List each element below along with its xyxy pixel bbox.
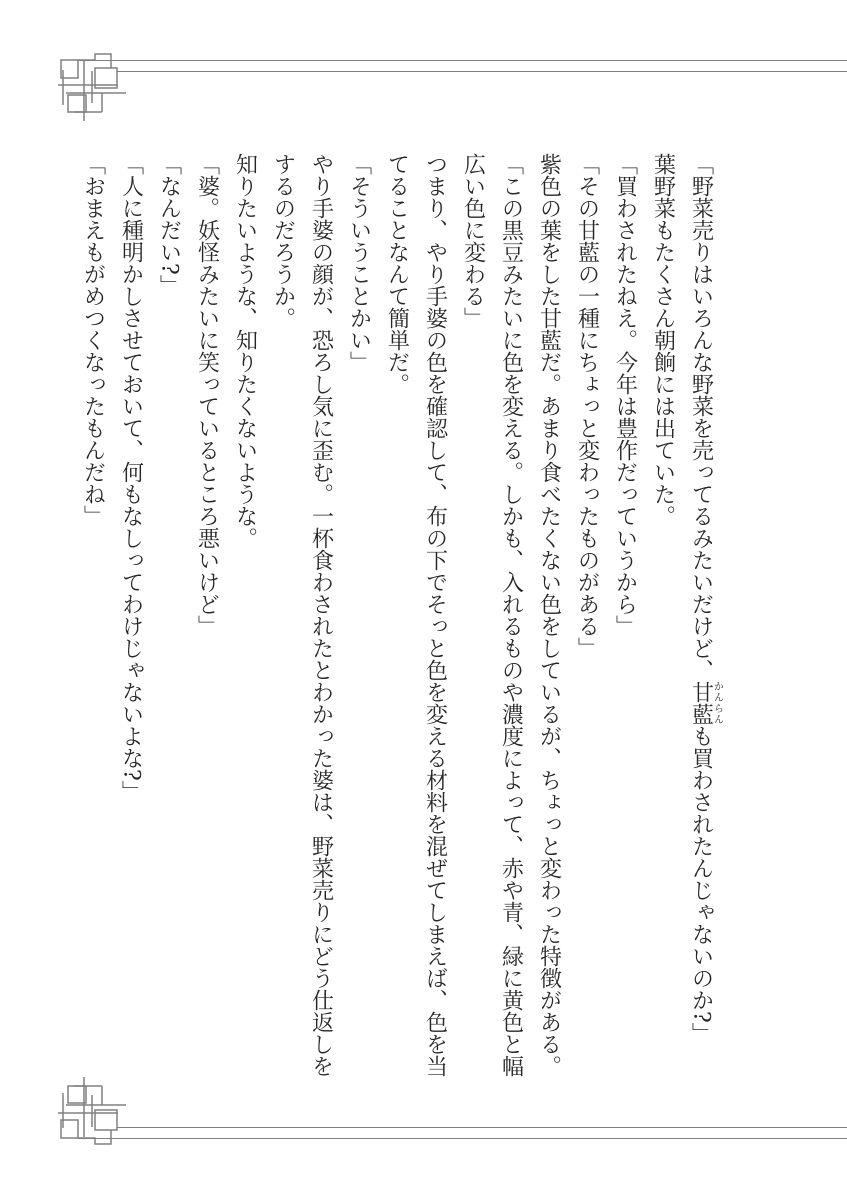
paragraph: 葉野菜もたくさん朝餉には出ていた。 (650, 153, 676, 527)
paragraph: やり手婆の顔が、恐ろし気に歪む。一杯食わされたとわかった婆は、野菜売りにどう仕返しをするのだろうか。 (270, 153, 334, 1077)
paragraph: 知りたいような、知りたくないような。 (232, 153, 258, 549)
top-border-line-outer (78, 60, 847, 61)
paragraph: 「婆。妖怪みたいに笑っているところ悪いけど」 (194, 153, 220, 637)
paragraph: 「なんだい?」 (156, 153, 182, 297)
paragraph: 「人に種明かしさせておいて、何もなしってわけじゃないよな?」 (118, 153, 144, 803)
bottom-border-line-inner (117, 1127, 847, 1128)
furigana-term: 甘藍かんらん (688, 681, 723, 725)
text-block (74, 153, 723, 1077)
paragraph: 「そういうことかい」 (346, 153, 372, 373)
top-border-line-inner (117, 71, 847, 72)
paragraph: 「この黒豆みたいに色を変える。しかも、入れるものや濃度によって、赤や青、緑に黄色と幅広い色に変わる」 (460, 153, 524, 1077)
paragraph: 紫色の葉をした甘藍だ。あまり食べたくない色をしているが、ちょっと変わった特徴がある。 (536, 153, 562, 1077)
paragraph: 「野菜売りはいろんな野菜を売ってるみたいだけど、甘藍かんらんも買わされたんじゃないのか?」 (688, 153, 723, 1045)
paragraph: つまり、やり手婆の色を確認して、布の下でそっと色を変える材料を混ぜてしまえば、色を当てることなんて簡単だ。 (384, 153, 448, 1077)
bottom-border-line-outer (78, 1138, 847, 1139)
paragraph: 「買わされたねえ。今年は豊作だっていうから」 (612, 153, 638, 637)
paragraph: 「おまえもがめつくなったもんだね」 (80, 153, 106, 527)
paragraph: 「その甘藍の一種にちょっと変わったものがある」 (574, 153, 600, 659)
